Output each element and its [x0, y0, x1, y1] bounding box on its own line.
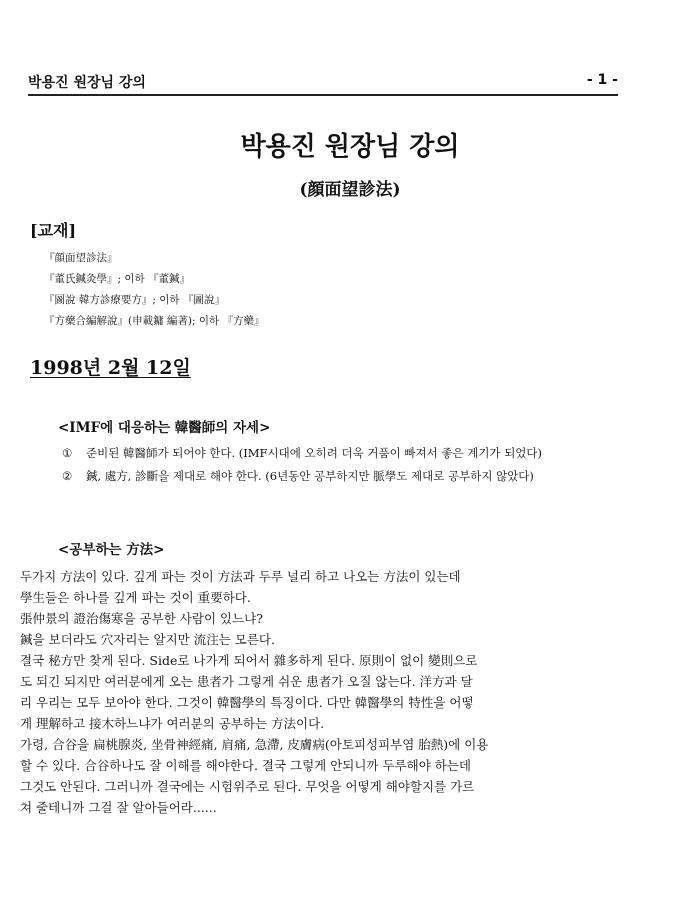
textbook-item: 『董氏鍼灸學』; 이하 『董鍼』	[44, 273, 190, 285]
body-line: 그것도 안된다. 그러니까 결국에는 시험위주로 된다. 무엇을 어떻게 해야할지를 가르	[20, 779, 475, 794]
body-line: 張仲景의 證治傷寒을 공부한 사람이 있느냐?	[20, 611, 263, 626]
list-item	[62, 467, 620, 486]
page-number: - 1 -	[586, 72, 618, 88]
textbook-item: 『方藥合編解說』(申載鏞 編著); 이하 『方藥』	[44, 315, 265, 327]
body-text	[20, 566, 620, 818]
section-heading-imf: <IMF에 대응하는 韓醫師의 자세>	[58, 420, 271, 436]
body-line: 도 되긴 되지만 여러분에게 오는 患者가 그렇게 쉬운 患者가 오질 않는다. 洋方과 달	[20, 674, 473, 689]
body-line: 할 수 있다. 合谷하나도 잘 이해를 해야한다. 결국 그렇게 안되니까 두루해야 하는데	[20, 758, 471, 773]
list-item-text: 준비된 韓醫師가 되어야 한다. (IMF시대에 오히려 더욱 거품이 빠져서 좋은 계기가 되었다)	[86, 446, 543, 460]
body-line: 쳐 줄테니까 그걸 잘 알아들어라......	[20, 800, 217, 815]
lecture-date: 1998년 2월 12일	[30, 357, 191, 379]
document-subtitle: (顔面望診法)	[299, 180, 401, 200]
body-line: 결국 秘方만 찾게 된다. Side로 나가게 되어서 雜多하게 된다. 原則이 없이 變則으로	[20, 653, 478, 668]
body-line: 게 理解하고 接木하느냐가 여러분의 공부하는 方法이다.	[20, 716, 325, 731]
textbook-item: 『圖說 韓方診療要方』; 이하 『圖說』	[44, 294, 225, 306]
running-header	[28, 72, 618, 96]
body-line: 두가지 方法이 있다. 깊게 파는 것이 方法과 두루 널리 하고 나오는 方法이 있는데	[20, 569, 461, 584]
list-item	[62, 444, 620, 463]
list-item-text: 鍼, 處方, 診斷을 제대로 해야 한다. (6년동안 공부하지만 脈學도 제대로 공부하지 않았다)	[86, 469, 534, 483]
textbook-heading: [교재]	[30, 221, 77, 240]
textbook-item: 『顔面望診法』	[44, 252, 118, 264]
header-lecture-title: 박용진 원장님 강의	[28, 75, 146, 91]
numbered-list	[62, 444, 620, 490]
list-item-number: ①	[62, 446, 73, 460]
textbook-list	[44, 248, 265, 332]
section-heading-study-method: <공부하는 方法>	[58, 542, 165, 558]
body-line: 리 우리는 모두 보아야 한다. 그것이 韓醫學의 특징이다. 다만 韓醫學의 特性을 어떻	[20, 695, 474, 710]
body-line: 가령, 合谷을 扁桃腺炎, 坐骨神經痛, 肩痛, 急滯, 皮膚病(아토피성피부염 胎熱)에 이용	[20, 737, 489, 752]
document-title: 박용진 원장님 강의	[240, 132, 460, 162]
list-item-number: ②	[62, 469, 73, 483]
body-line: 學生들은 하나를 깊게 파는 것이 重要하다.	[20, 590, 251, 605]
body-line: 鍼을 보더라도 穴자리는 알지만 流注는 모른다.	[20, 632, 275, 647]
